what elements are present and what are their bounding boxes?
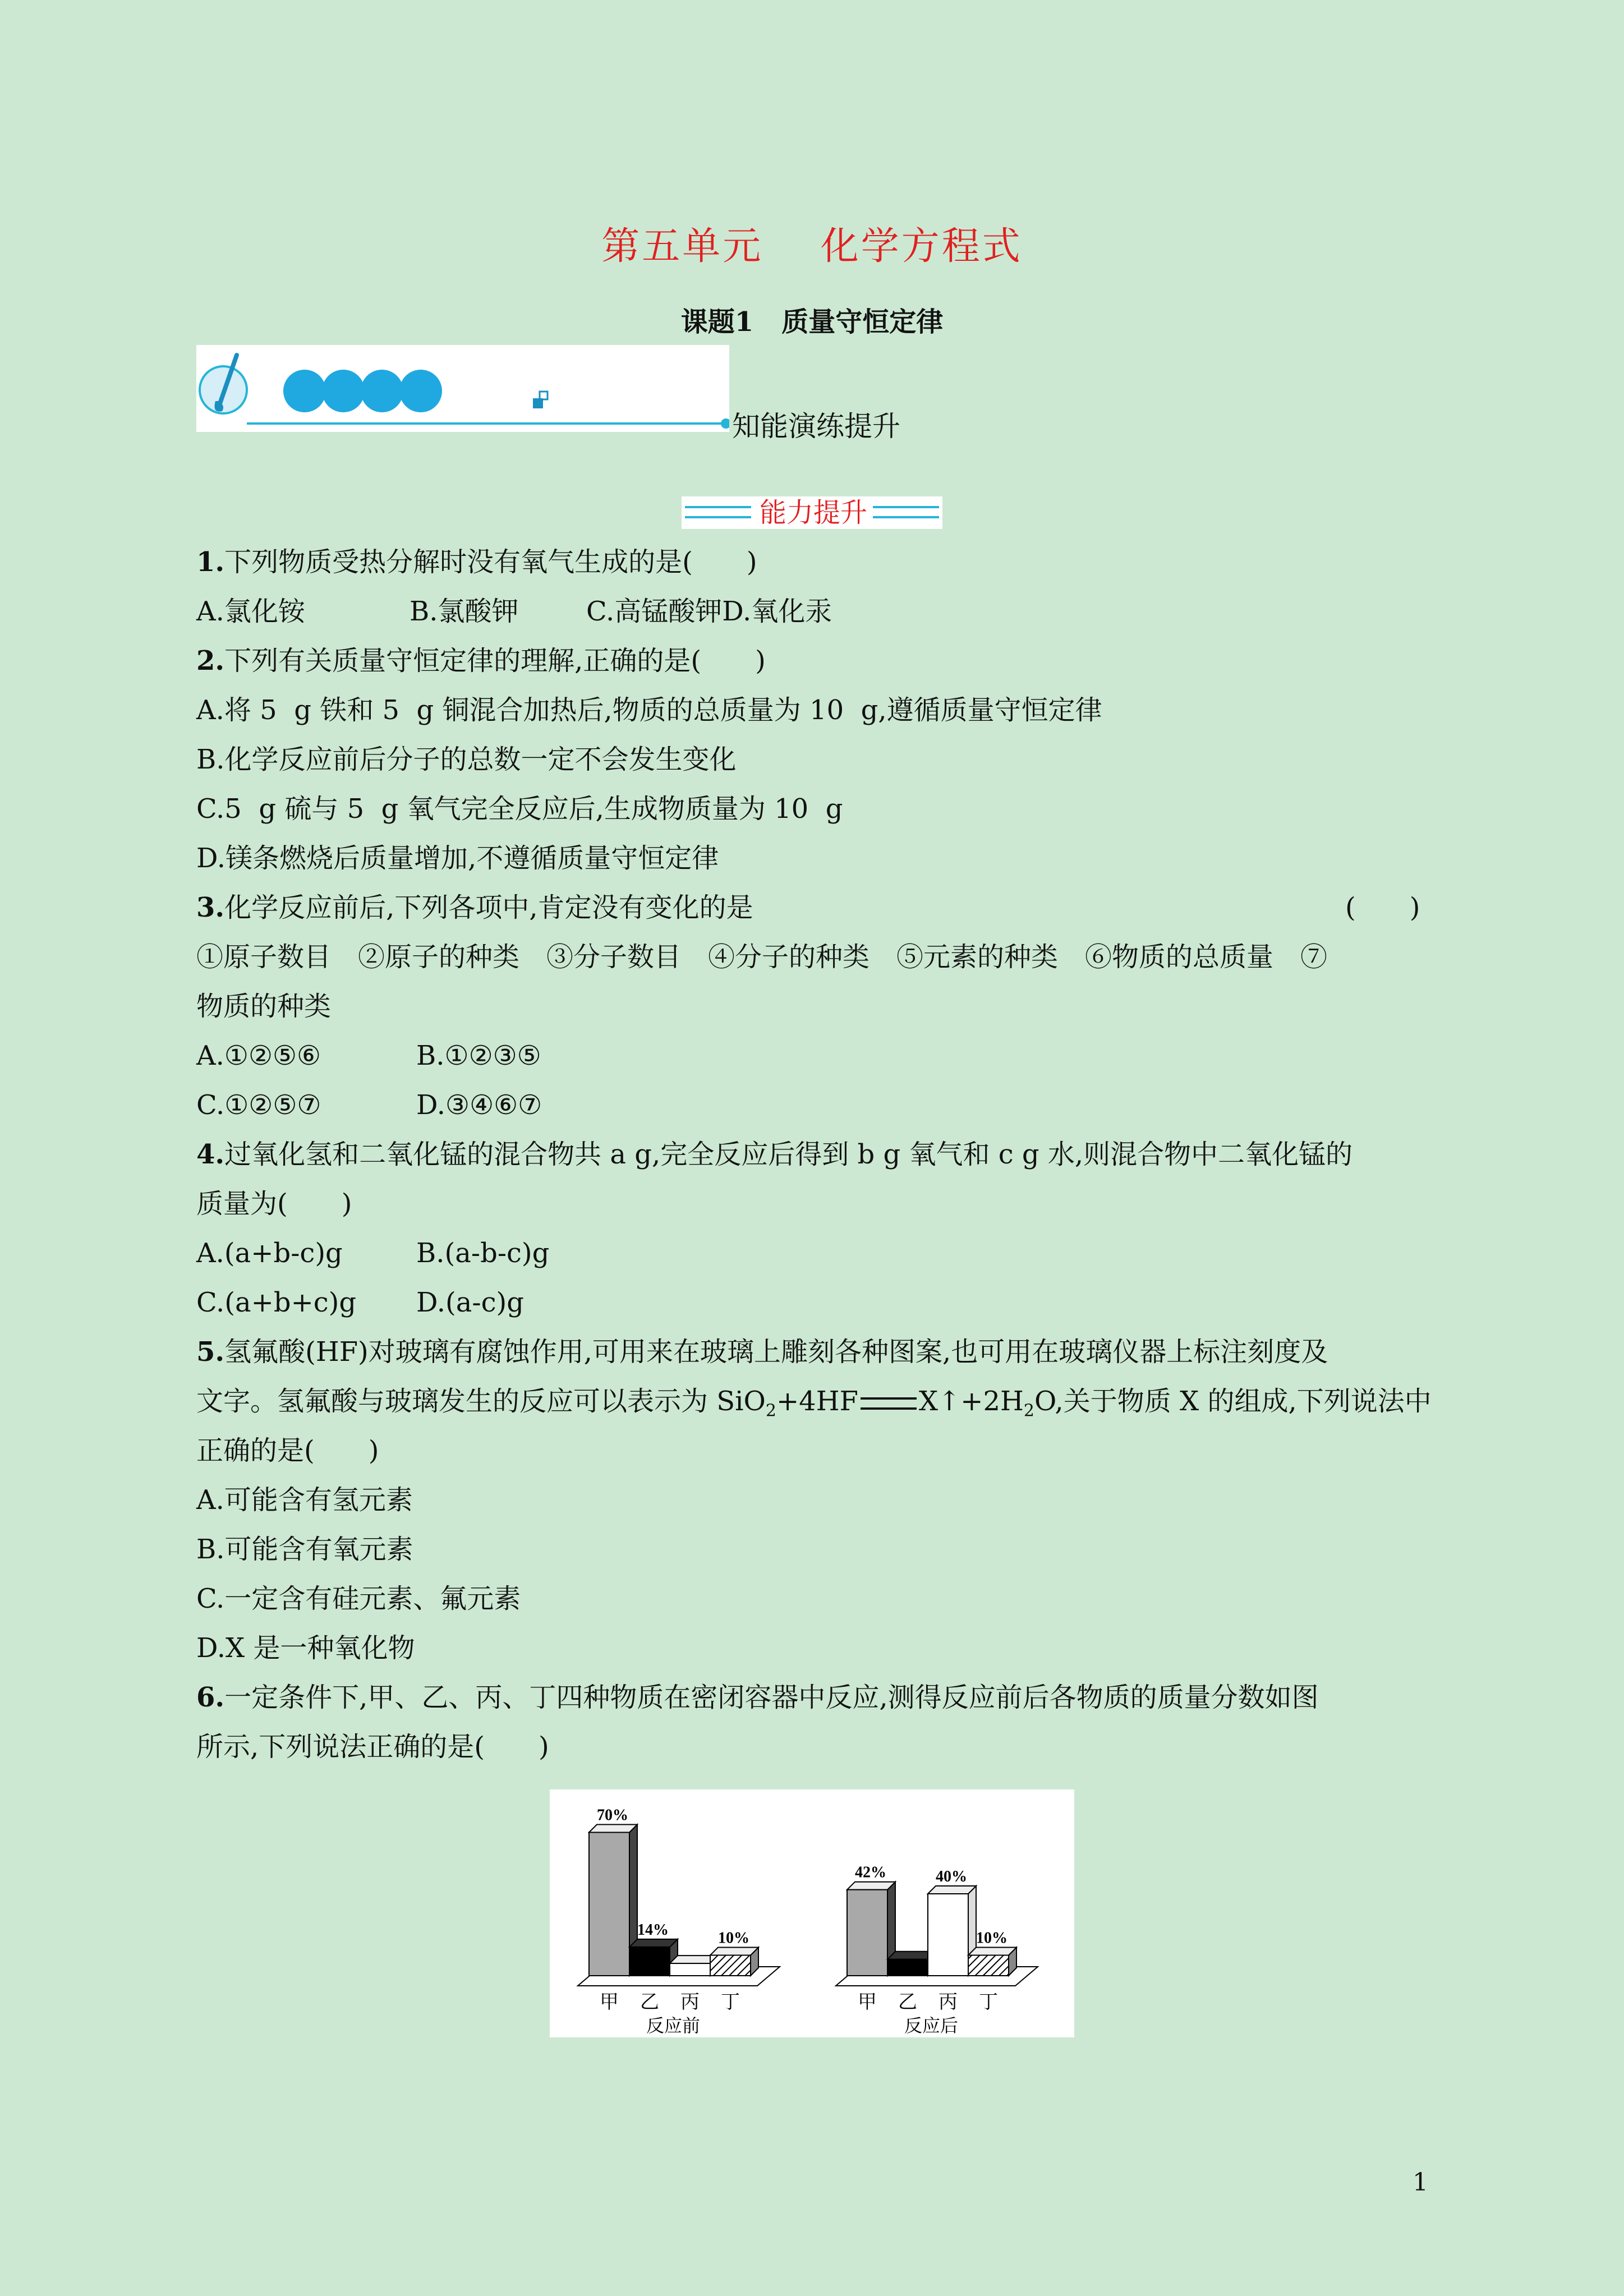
question-6-stem-cont: 所示,下列说法正确的是( ): [196, 1731, 549, 1763]
question-3-stem: 3.化学反应前后,下列各项中,肯定没有变化的是: [196, 892, 753, 923]
banner-graphic: [196, 345, 729, 432]
equals-sign-icon: [861, 1397, 917, 1410]
question-3-items-cont: 物质的种类: [196, 991, 332, 1022]
bar-top: [710, 1948, 758, 1955]
bar-top: [968, 1948, 1016, 1955]
option: B.①②③⑤: [416, 1040, 541, 1071]
tick-label-丁: 丁: [979, 1991, 998, 2013]
question-5-stem-cont: 正确的是( ): [196, 1435, 379, 1466]
question-5-stem: 5.氢氟酸(HF)对玻璃有腐蚀作用,可用来在玻璃上雕刻各种图案,也可用在玻璃仪器上标注刻度及: [196, 1336, 1328, 1368]
option: A.①②⑤⑥: [196, 1040, 321, 1071]
tick-label-丙: 丙: [938, 1991, 958, 2013]
lesson-title: 课题1 质量守恒定律: [680, 306, 944, 338]
tick-label-甲: 甲: [600, 1991, 619, 2013]
chart-caption: 反应后: [904, 2015, 959, 2036]
data-label: 14%: [637, 1921, 669, 1939]
section-header: [682, 496, 942, 529]
section-label: 能力提升: [759, 497, 867, 528]
option: A.(a+b-c)g: [196, 1237, 343, 1269]
question-3-items: ①原子数目 ②原子的种类 ③分子数目 ④分子的种类 ⑤元素的种类 ⑥物质的总质量 ⑦: [196, 941, 1328, 973]
question-3-options-row1: [196, 1039, 541, 1073]
bar-top: [847, 1882, 895, 1890]
question-5-stem-equation: 文字。氢氟酸与玻璃发生的反应可以表示为 SiO$_2$+4HF $X↑+2H_2O$,关于物质 X 的组成,下列说法中: [196, 1386, 1432, 1421]
bar-丁: [710, 1955, 751, 1976]
question-4-options-row1: [196, 1236, 549, 1270]
tick-label-丁: 丁: [721, 1991, 740, 2013]
question-2-option-b: B.化学反应前后分子的总数一定不会发生变化: [196, 744, 737, 775]
section-rule-right: [873, 506, 939, 518]
option: C.(a+b+c)g: [196, 1287, 357, 1318]
question-1-options: [196, 595, 832, 628]
question-4-options-row2: [196, 1286, 524, 1319]
option: D.氧化汞: [722, 596, 832, 627]
data-label: 10%: [976, 1929, 1007, 1947]
tick-label-乙: 乙: [898, 1991, 917, 2013]
question-1-stem: 1.下列物质受热分解时没有氧气生成的是( ): [196, 546, 757, 578]
bar-甲: [847, 1890, 887, 1976]
question-2-option-d: D.镁条燃烧后质量增加,不遵循质量守恒定律: [196, 843, 719, 874]
banner-dot-3: [361, 370, 403, 412]
banner-dot-1: [283, 370, 326, 412]
bar-top: [589, 1825, 637, 1833]
question-4-stem-cont: 质量为( ): [196, 1188, 352, 1220]
bar-乙: [629, 1947, 670, 1976]
bar-丙: [670, 1963, 710, 1976]
question-3-options-row2: [196, 1088, 542, 1122]
question-3-bracket: ( ): [1345, 892, 1420, 923]
tick-label-甲: 甲: [858, 1991, 877, 2013]
bar-top: [629, 1939, 678, 1947]
bar-chart-svg: [550, 1789, 1074, 2037]
option: C.①②⑤⑦: [196, 1089, 321, 1121]
tick-label-乙: 乙: [640, 1991, 659, 2013]
bar-chart-figure: [550, 1789, 1074, 2037]
banner-label: 知能演练提升: [732, 410, 900, 443]
data-label: 70%: [597, 1806, 628, 1824]
page-number: 1: [1413, 2168, 1428, 2197]
bar-top: [928, 1886, 976, 1894]
option: C.高锰酸钾: [586, 596, 723, 627]
question-5-option-b: B.可能含有氧元素: [196, 1534, 413, 1565]
option: D.(a-c)g: [416, 1287, 524, 1318]
banner-dot-2: [322, 370, 365, 412]
option: A.氯化铵: [196, 596, 305, 627]
question-5-option-a: A.可能含有氢元素: [196, 1484, 413, 1516]
bar-丙: [928, 1894, 968, 1976]
question-2-option-c: C.5 g 硫与 5 g 氧气完全反应后,生成物质量为 10 g: [196, 793, 843, 825]
option: D.③④⑥⑦: [416, 1089, 542, 1121]
option: B.(a-b-c)g: [416, 1237, 550, 1269]
section-banner: [196, 345, 729, 432]
bar-甲: [589, 1833, 629, 1976]
chart-caption: 反应前: [646, 2015, 701, 2036]
banner-dot-4: [399, 370, 442, 412]
question-4-stem: 4.过氧化氢和二氧化锰的混合物共 a g,完全反应后得到 b g 氧气和 c g 水,则混合物中二氧化锰的: [196, 1139, 1353, 1170]
section-rule-left: [685, 506, 751, 518]
data-label: 40%: [936, 1868, 967, 1885]
question-5-option-d: D.X 是一种氧化物: [196, 1632, 415, 1664]
data-label: 42%: [855, 1864, 886, 1881]
question-6-stem: 6.一定条件下,甲、乙、丙、丁四种物质在密闭容器中反应,测得反应前后各物质的质量分数如图: [196, 1682, 1319, 1713]
bar-乙: [887, 1959, 928, 1976]
bar-丁: [968, 1955, 1009, 1976]
question-5-option-c: C.一定含有硅元素、氟元素: [196, 1583, 521, 1614]
unit-title: 第五单元 化学方程式: [601, 224, 1023, 269]
option: B.氯酸钾: [410, 596, 519, 627]
tick-label-丙: 丙: [680, 1991, 700, 2013]
data-label: 10%: [718, 1929, 749, 1947]
question-2-option-a: A.将 5 g 铁和 5 g 铜混合加热后,物质的总质量为 10 g,遵循质量守恒定律: [196, 694, 1102, 726]
question-2-stem: 2.下列有关质量守恒定律的理解,正确的是( ): [196, 645, 766, 677]
